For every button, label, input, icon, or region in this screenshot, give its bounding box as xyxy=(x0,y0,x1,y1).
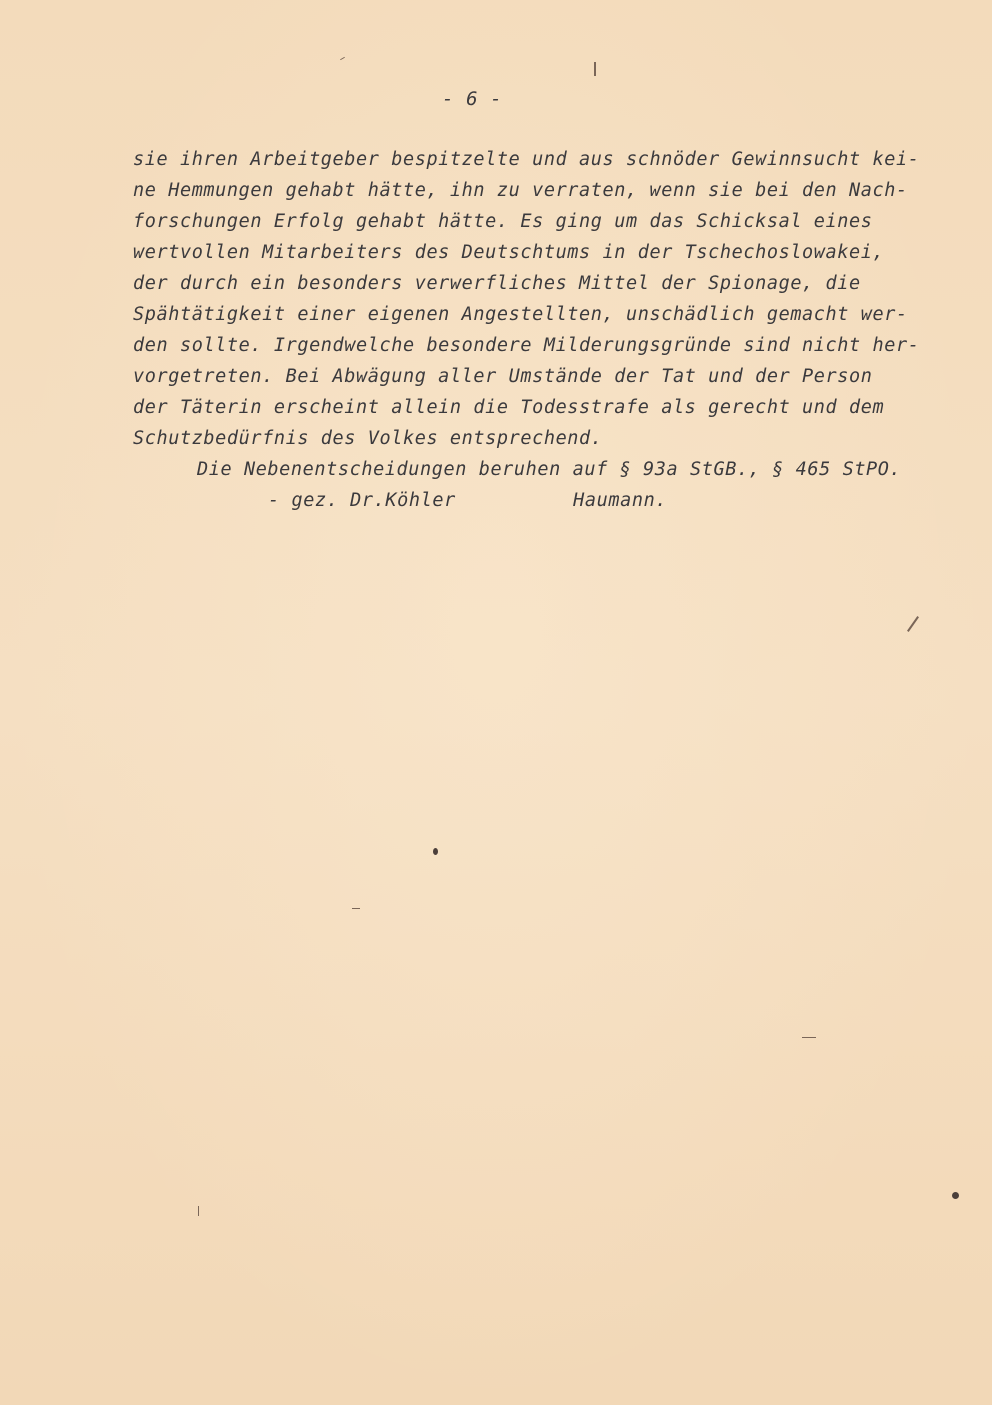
body-line: der Täterin erscheint allein die Todesstrafe als gerecht und dem xyxy=(133,397,885,418)
paper-mark xyxy=(352,908,360,909)
body-line: ne Hemmungen gehabt hätte, ihn zu verraten, wenn sie bei den Nach- xyxy=(133,180,908,201)
body-line: forschungen Erfolg gehabt hätte. Es ging um das Schicksal eines xyxy=(133,211,873,232)
paper-speck xyxy=(433,848,438,855)
body-line: Spähtätigkeit einer eigenen Angestellten, unschädlich gemacht wer- xyxy=(133,304,908,325)
body-line: vorgetreten. Bei Abwägung aller Umstände der Tat und der Person xyxy=(133,366,873,387)
closing-line: Die Nebenentscheidungen beruhen auf § 93a StGB., § 465 StPO. xyxy=(197,459,902,480)
paper-mark xyxy=(198,1206,199,1216)
paper-mark xyxy=(907,616,919,632)
page-number: - 6 - xyxy=(442,88,503,110)
signature-line: - gez. Dr.Köhler Haumann. xyxy=(268,490,668,511)
body-line: sie ihren Arbeitgeber bespitzelte und aus schnöder Gewinnsucht kei- xyxy=(133,149,920,170)
paper-mark xyxy=(802,1037,816,1038)
body-line: wertvollen Mitarbeiters des Deutschtums in der Tschechoslowakei, xyxy=(133,242,885,263)
body-line: der durch ein besonders verwerfliches Mittel der Spionage, die xyxy=(133,273,861,294)
paper-mark xyxy=(340,57,345,60)
body-line: Schutzbedürfnis des Volkes entsprechend. xyxy=(133,428,603,449)
paper-speck xyxy=(952,1192,959,1199)
body-line: den sollte. Irgendwelche besondere Milderungsgründe sind nicht her- xyxy=(133,335,920,356)
paper-mark xyxy=(594,62,596,76)
